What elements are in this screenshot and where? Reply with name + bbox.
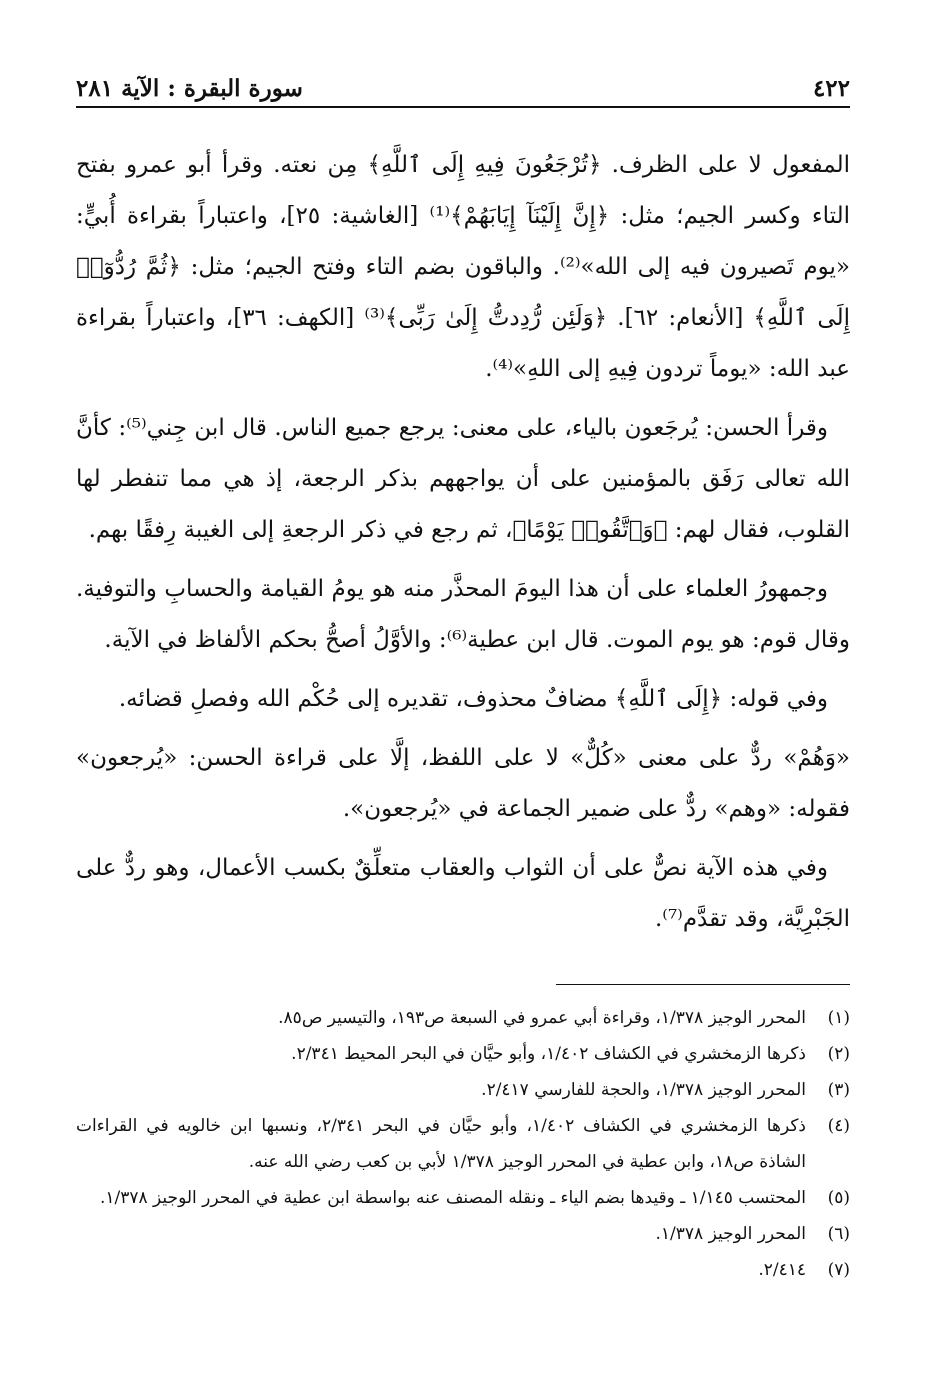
main-text	[76, 140, 850, 953]
footnote-number: (٥)	[827, 1188, 850, 1208]
footnote	[76, 1072, 850, 1108]
footnote-number: (١)	[827, 1008, 850, 1028]
footnote-text: المحرر الوجيز ١/٣٧٨.	[655, 1224, 806, 1244]
footnote-text: ٢/٤١٤.	[758, 1260, 806, 1280]
paragraph: المفعول لا على الظرف. ﴿تُرْجَعُونَ فِيهِ إِلَى ٱللَّهِ﴾ مِن نعته. وقرأ أبو عمرو بفتح التاء وكسر الجيم؛ مثل: ﴿إِنَّ إِلَيْنَآ إِيَابَهُمْ﴾⁽¹⁾ [الغاشية: ٢٥]، واعتباراً بقراءة أُبيٍّ: «يوم تَصيرون فيه إلى الله»⁽²⁾. والباقون بضم التاء وفتح الجيم؛ مثل: ﴿ثُمَّ رُدُّوٓا۟ إِلَى ٱللَّهِ﴾ [الأنعام: ٦٢]. ﴿وَلَئِن رُّدِدتُّ إِلَىٰ رَبِّى﴾⁽³⁾ [الكهف: ٣٦]، واعتباراً بقراءة عبد الله: «يوماً تردون فِيهِ إلى اللهِ»⁽⁴⁾.	[76, 152, 851, 382]
footnote-number: (٢)	[827, 1044, 850, 1064]
footnote	[76, 1180, 850, 1216]
footnote-number: (٤)	[827, 1116, 850, 1136]
paragraph: وفي قوله: ﴿إِلَى ٱللَّهِ﴾ مضافٌ محذوف، تقديره إلى حُكْم الله وفصلِ قضائه.	[118, 686, 828, 712]
footnote-number: (٣)	[827, 1080, 850, 1100]
footnote-text: المحرر الوجيز ١/٣٧٨، وقراءة أبي عمرو في السبعة ص١٩٣، والتيسير ص٨٥.	[278, 1008, 806, 1028]
footnote	[76, 1252, 850, 1288]
footnote-separator	[556, 984, 850, 985]
paragraph: «وَهُمْ» ردٌّ على معنى «كُلٌّ» لا على اللفظ، إلَّا على قراءة الحسن: «يُرجعون» فقوله: «وهم» ردٌّ على ضمير الجماعة في «يُرجعون».	[76, 745, 850, 822]
footnote-text: المحرر الوجيز ١/٣٧٨، والحجة للفارسي ٢/٤١٧.	[481, 1080, 806, 1100]
paragraph: وفي هذه الآية نصٌّ على أن الثواب والعقاب متعلِّقٌ بكسب الأعمال، وهو ردٌّ على الجَبْرِيَّة، وقد تقدَّم⁽⁷⁾.	[76, 855, 850, 932]
footnote-number: (٧)	[827, 1260, 850, 1280]
footnote-text: المحتسب ١/١٤٥ ـ وقيدها بضم الياء ـ ونقله المصنف عنه بواسطة ابن عطية في المحرر الوجيز ١/٣٧٨.	[99, 1188, 806, 1208]
footnote-number: (٦)	[827, 1224, 850, 1244]
footnotes	[76, 1000, 850, 1288]
page-number: ٤٢٢	[812, 75, 850, 102]
running-title: سورة البقرة : الآية ٢٨١	[76, 75, 303, 102]
footnote	[76, 1000, 850, 1036]
footnote	[76, 1036, 850, 1072]
footnote	[76, 1108, 850, 1180]
footnote-text: ذكرها الزمخشري في الكشاف ١/٤٠٢، وأبو حيَّان في البحر المحيط ٢/٣٤١.	[291, 1044, 806, 1064]
paragraph: وقرأ الحسن: يُرجَعون بالياء، على معنى: يرجع جميع الناس. قال ابن جِني⁽⁵⁾: كأنَّ الله تعالى رَفَق بالمؤمنين على أن يواجههم بذكر الرجعة، إذ هي مما تنفطر لها القلوب، فقال لهم: ﴿وَٱتَّقُوا۟ يَوْمًا﴾، ثم رجع في ذكر الرجعةِ إلى الغيبة رِفقًا بهم.	[76, 415, 850, 543]
page-header	[76, 62, 850, 108]
footnote	[76, 1216, 850, 1252]
paragraph: وجمهورُ العلماء على أن هذا اليومَ المحذَّر منه هو يومُ القيامة والحسابِ والتوفية. وقال قوم: هو يوم الموت. قال ابن عطية⁽⁶⁾: والأوَّلُ أصحُّ بحكم الألفاظ في الآية.	[76, 576, 850, 653]
footnote-text: ذكرها الزمخشري في الكشاف ١/٤٠٢، وأبو حيَّان في البحر ٢/٣٤١، ونسبها ابن خالويه في القراءات الشاذة ص١٨، وابن عطية في المحرر الوجيز ١/٣٧٨ لأبي بن كعب رضي الله عنه.	[76, 1116, 806, 1172]
